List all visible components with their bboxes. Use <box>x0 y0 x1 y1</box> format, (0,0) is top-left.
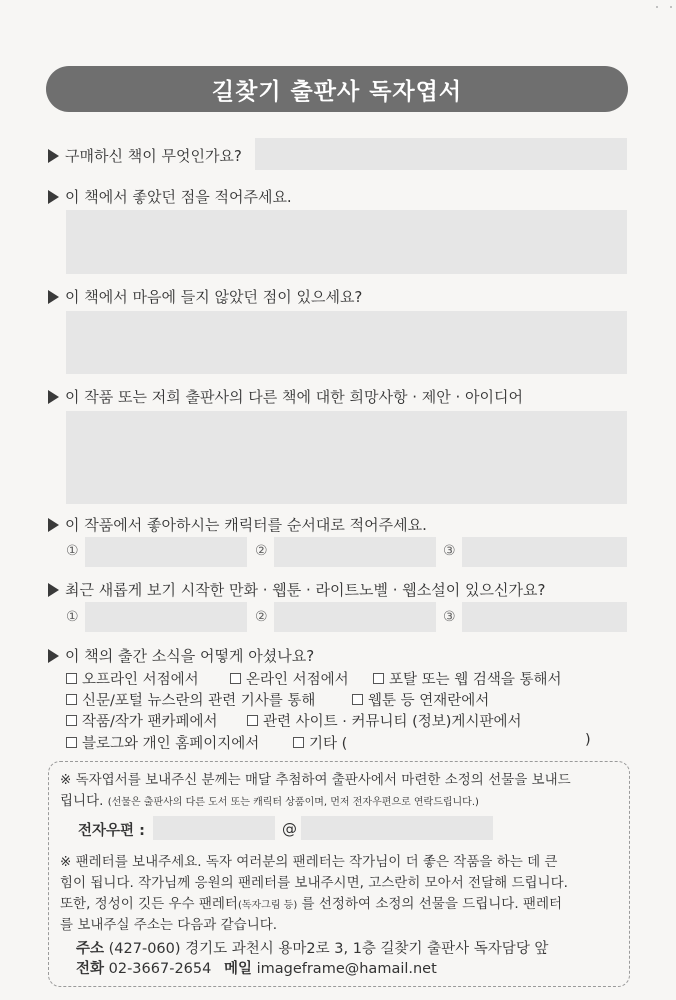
option-portal-search[interactable] <box>373 668 562 689</box>
triangle-bullet-icon <box>48 649 59 663</box>
rank-1-marker: ① <box>66 543 79 559</box>
recent-work-3-field[interactable] <box>462 602 627 632</box>
question-label: 이 책에서 마음에 들지 않았던 점이 있으세요? <box>65 288 363 306</box>
scan-speck <box>656 6 658 8</box>
option-label: 기타 ( <box>309 736 348 752</box>
suggestions-field[interactable] <box>66 411 627 504</box>
question-label: 이 책에서 좋았던 점을 적어주세요. <box>65 188 292 206</box>
question-book-title <box>48 145 242 166</box>
option-offline-store[interactable] <box>66 668 199 689</box>
question-liked-points <box>48 186 292 207</box>
triangle-bullet-icon <box>48 390 59 404</box>
checkbox[interactable] <box>293 737 304 748</box>
option-label: 작품/작가 팬카페에서 <box>82 714 218 730</box>
phone-value: 02-3667-2654 <box>108 961 212 977</box>
contact-line <box>76 957 437 978</box>
fanletter-line3: 또한, 정성이 깃든 우수 팬레터(독자그림 등) 를 선정하여 소정의 선물을 드립니다. 팬레터 <box>60 896 563 912</box>
option-label: 온라인 서점에서 <box>246 672 349 688</box>
option-label: 신문/포털 뉴스란의 관련 기사를 통해 <box>82 693 316 709</box>
option-community-board[interactable] <box>247 710 521 731</box>
triangle-bullet-icon <box>48 290 59 304</box>
email-local-field[interactable] <box>153 816 275 840</box>
page-title: 길찾기 출판사 독자엽서 <box>46 66 628 112</box>
liked-points-field[interactable] <box>66 210 627 274</box>
checkbox[interactable] <box>66 673 77 684</box>
mail-value: imageframe@hamail.net <box>256 961 437 977</box>
option-label: 관련 사이트 · 커뮤니티 (정보)게시판에서 <box>263 714 522 730</box>
recent-work-2-field[interactable] <box>274 602 436 632</box>
triangle-bullet-icon <box>48 583 59 597</box>
question-disliked-points <box>48 286 362 307</box>
option-news-article[interactable] <box>66 689 315 710</box>
option-label: 웹툰 등 연재란에서 <box>368 693 490 709</box>
question-how-found <box>48 645 314 666</box>
phone-label: 전화 <box>76 961 105 977</box>
recent-work-1-field[interactable] <box>85 602 247 632</box>
option-other[interactable] <box>293 732 347 753</box>
character-2-field[interactable] <box>274 537 436 567</box>
email-domain-field[interactable] <box>301 816 493 840</box>
question-label: 최근 새롭게 보기 시작한 만화 · 웹툰 · 라이트노벨 · 웹소설이 있으신가요? <box>65 581 546 599</box>
other-close-paren: ) <box>585 732 591 748</box>
scan-speck <box>670 6 672 8</box>
question-label: 이 책의 출간 소식을 어떻게 아셨나요? <box>65 647 315 665</box>
question-suggestions <box>48 386 523 407</box>
rank-3-marker: ③ <box>443 543 456 559</box>
fanletter-line1: ※ 팬레터를 보내주세요. 독자 여러분의 팬레터는 작가님이 더 좋은 작품을 하는 데 큰 <box>60 854 558 870</box>
triangle-bullet-icon <box>48 190 59 204</box>
address-line <box>76 937 548 958</box>
checkbox[interactable] <box>373 673 384 684</box>
email-at-sign: @ <box>282 820 297 838</box>
question-label: 구매하신 책이 무엇인가요? <box>65 147 242 165</box>
rank-1-marker: ① <box>66 609 79 625</box>
option-fan-cafe[interactable] <box>66 710 218 731</box>
email-label: 전자우편 : <box>78 823 145 839</box>
triangle-bullet-icon <box>48 518 59 532</box>
option-label: 포탈 또는 웹 검색을 통해서 <box>389 672 562 688</box>
fanletter-line4: 를 보내주실 주소는 다음과 같습니다. <box>60 917 278 933</box>
fanletter-line2: 힘이 됩니다. 작가님께 응원의 팬레터를 보내주시면, 고스란히 모아서 전달해 드립니다. <box>60 875 568 891</box>
disliked-points-field[interactable] <box>66 311 627 374</box>
option-online-store[interactable] <box>230 668 349 689</box>
address-value: (427-060) 경기도 과천시 용마2로 3, 1층 길찾기 출판사 독자담당 앞 <box>108 941 549 957</box>
checkbox[interactable] <box>66 715 77 726</box>
character-3-field[interactable] <box>462 537 627 567</box>
option-label: 오프라인 서점에서 <box>82 672 199 688</box>
checkbox[interactable] <box>247 715 258 726</box>
rank-3-marker: ③ <box>443 609 456 625</box>
notice-gift-line1: ※ 독자엽서를 보내주신 분께는 매달 추첨하여 출판사에서 마련한 소정의 선물을 보내드 <box>60 772 571 788</box>
notice-gift-text: 립니다. <box>60 793 104 809</box>
checkbox[interactable] <box>230 673 241 684</box>
address-label: 주소 <box>76 941 105 957</box>
option-blog-homepage[interactable] <box>66 732 259 753</box>
question-recent-works <box>48 579 545 600</box>
rank-2-marker: ② <box>255 609 268 625</box>
option-webtoon-serial[interactable] <box>352 689 489 710</box>
mail-label: 메일 <box>223 961 252 977</box>
checkbox[interactable] <box>352 694 363 705</box>
notice-gift-line2 <box>60 791 479 813</box>
character-1-field[interactable] <box>85 537 247 567</box>
checkbox[interactable] <box>66 737 77 748</box>
rank-2-marker: ② <box>255 543 268 559</box>
question-favorite-characters <box>48 514 427 535</box>
triangle-bullet-icon <box>48 149 59 163</box>
question-label: 이 작품에서 좋아하시는 캐릭터를 순서대로 적어주세요. <box>65 516 427 534</box>
question-label: 이 작품 또는 저희 출판사의 다른 책에 대한 희망사항 · 제안 · 아이디어 <box>65 388 523 406</box>
option-label: 블로그와 개인 홈페이지에서 <box>82 736 260 752</box>
book-title-field[interactable] <box>255 138 627 170</box>
checkbox[interactable] <box>66 694 77 705</box>
notice-gift-detail: (선물은 출판사의 다른 도서 또는 캐릭터 상품이며, 먼저 전자우편으로 연락드립니다.) <box>107 797 479 808</box>
